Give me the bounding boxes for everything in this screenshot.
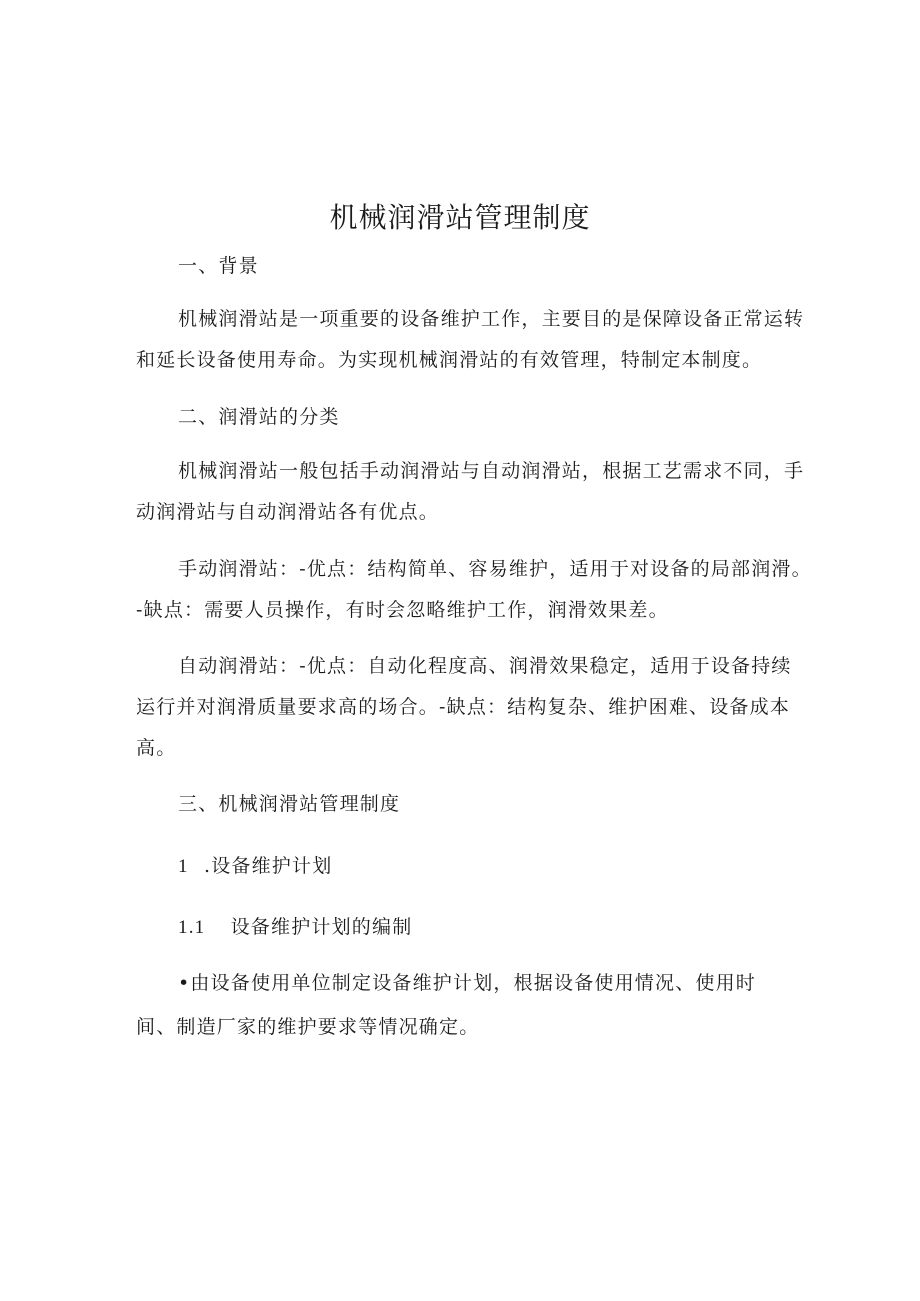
- section-heading-background: 一、背景: [178, 255, 259, 277]
- section-heading-classification: 二、润滑站的分类: [178, 406, 340, 428]
- auto-station-line-3: 高。: [136, 737, 177, 759]
- subsection-1-number: 1: [178, 856, 189, 877]
- bullet-item-line-1: •由设备使用单位制定设备维护计划，根据设备使用情况、使用时: [178, 972, 757, 994]
- background-paragraph-line-1: 机械润滑站是一项重要的设备维护工作，主要目的是保障设备正常运转: [178, 308, 805, 330]
- subsection-1-1-number: 1.1: [178, 917, 206, 938]
- bullet-item-line-2: 间、制造厂家的维护要求等情况确定。: [136, 1016, 480, 1038]
- classification-paragraph-line-2: 动润滑站与自动润滑站各有优点。: [136, 501, 440, 523]
- classification-paragraph-line-1: 机械润滑站一般包括手动润滑站与自动润滑站，根据工艺需求不同，手: [178, 460, 805, 482]
- subsection-1-title: .设备维护计划: [203, 855, 333, 877]
- auto-station-line-2: 运行并对润滑质量要求高的场合。-缺点：结构复杂、维护困难、设备成本: [136, 696, 791, 718]
- manual-station-line-2: -缺点：需要人员操作，有时会忽略维护工作，润滑效果差。: [136, 599, 669, 621]
- subsection-1-heading: [178, 852, 332, 881]
- document-title: 机械润滑站管理制度: [329, 201, 591, 234]
- subsection-1-1-title: 设备维护计划的编制: [230, 916, 413, 938]
- manual-station-line-1: 手动润滑站：-优点：结构简单、容易维护，适用于对设备的局部润滑。: [178, 558, 812, 580]
- section-heading-management: 三、机械润滑站管理制度: [178, 793, 401, 815]
- auto-station-line-1: 自动润滑站：-优点：自动化程度高、润滑效果稳定，适用于设备持续: [178, 655, 792, 677]
- background-paragraph-line-2: 和延长设备使用寿命。为实现机械润滑站的有效管理，特制定本制度。: [136, 349, 763, 371]
- subsection-1-1-heading: [178, 913, 412, 942]
